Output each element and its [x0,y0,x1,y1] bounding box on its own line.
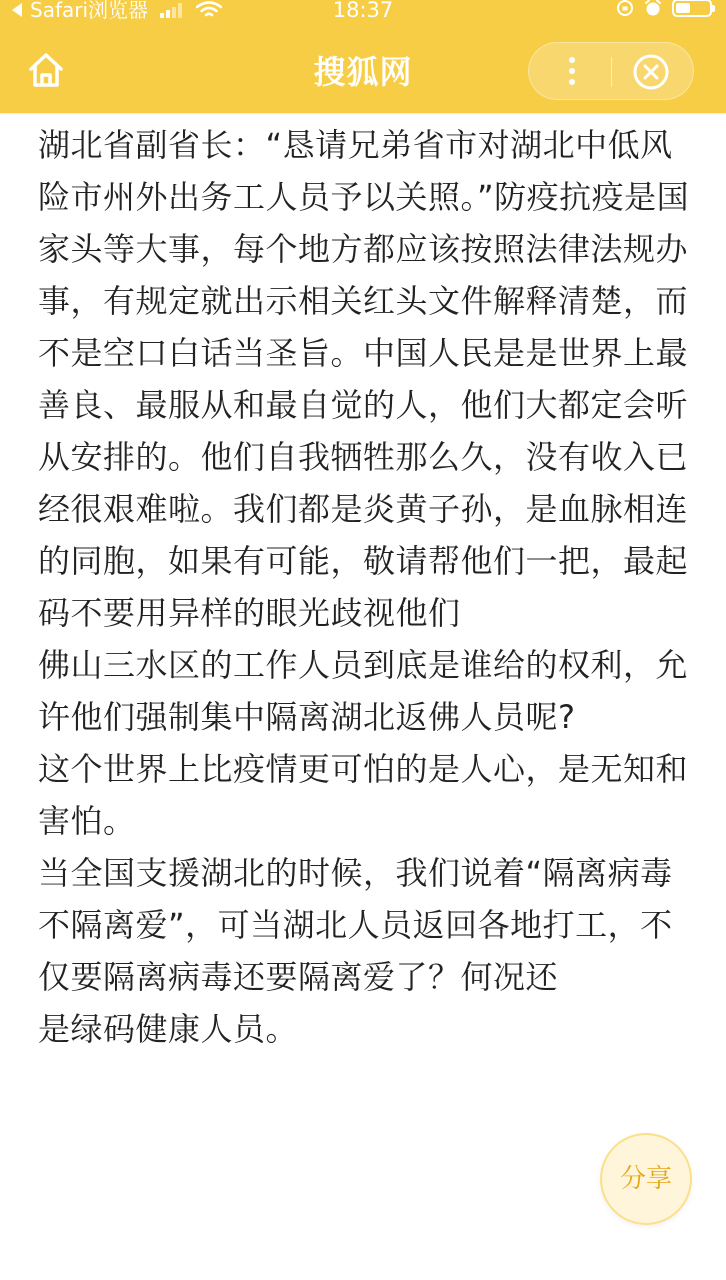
battery-icon [672,0,712,17]
more-vertical-icon [569,57,575,63]
close-circle-icon [631,52,671,92]
mini-program-capsule [528,42,694,100]
capsule-divider [611,57,612,87]
article-paragraph: 佛山三水区的工作人员到底是谁给的权利，允许他们强制集中隔离湖北返佛人员呢? [38,646,689,736]
article-paragraph: 湖北省副省长：“恳请兄弟省市对湖北中低风险市州外出务工人员予以关照。”防疫抗疫是国家头等大事，每个地方都应该按照法律法规办事，有规定就出示相关红头文件解释清楚，而不是空口白话当圣旨。中国人民是是世界上最善良、最服从和最自觉的人，他们大都定会听从安排的。他们自我牺牲那么久，没有收入已经很艰难啦。我们都是炎黄子孙，是血脉相连的同胞，如果有可能，敬请帮他们一把，最起码不要用异样的眼光歧视他们 [38,126,690,632]
article-paragraph: 当全国支援湖北的时候，我们说着“隔离病毒不隔离爱”，可当湖北人员返回各地打工，不仅要隔离病毒还要隔离爱了？何况还 [38,854,673,996]
share-button[interactable]: 分享 [600,1133,692,1225]
more-button[interactable] [547,51,597,91]
status-bar [0,0,726,26]
status-time: 18:37 [332,0,394,22]
article-paragraph: 是绿码健康人员。 [38,1010,299,1048]
close-button[interactable] [631,52,671,92]
article-paragraph: 这个世界上比疫情更可怕的是人心，是无知和害怕。 [38,750,689,840]
alarm-icon [644,0,662,17]
back-app-label: Safari浏览器 [30,0,149,22]
page-title: 搜狐网 [313,53,413,91]
article-body [38,119,696,1055]
top-navigation-bar [0,0,726,113]
orientation-lock-icon [616,0,634,17]
status-indicators [616,0,712,17]
